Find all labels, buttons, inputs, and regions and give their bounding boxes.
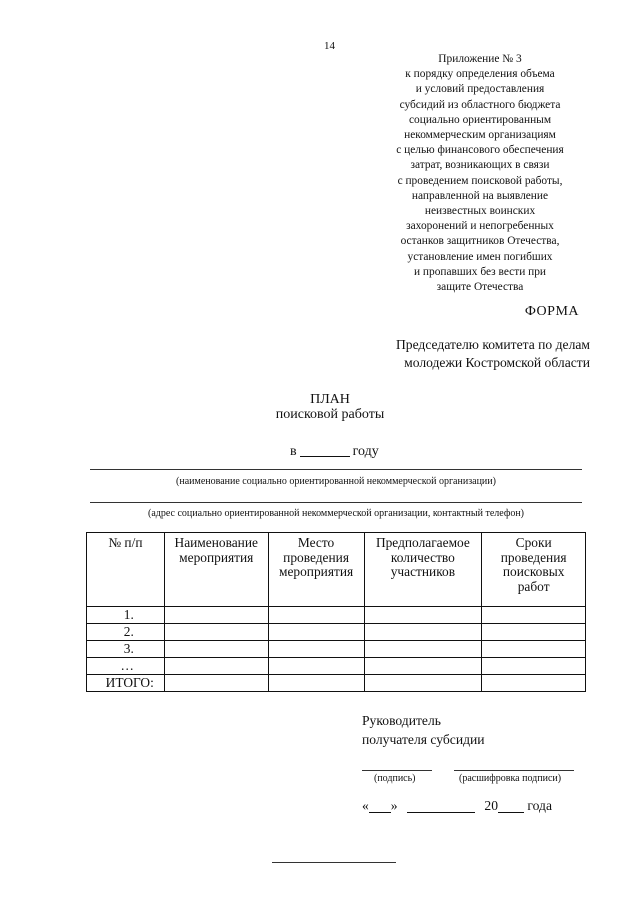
bottom-divider [272, 862, 396, 863]
header-line: Сроки [515, 535, 552, 550]
appendix-line: субсидий из областного бюджета [399, 98, 561, 111]
header-line: поисковых [502, 564, 565, 579]
appendix-line: и пропавших без вести при [413, 265, 547, 278]
table-cell[interactable] [482, 641, 586, 658]
header-line: № п/п [108, 535, 143, 550]
appendix-line: и условий предоставления [415, 83, 545, 96]
appendix-line: неизвестных воинских [424, 205, 536, 218]
appendix-block [360, 52, 600, 295]
table-header-row [87, 533, 586, 607]
table-cell[interactable] [268, 658, 364, 675]
table-cell[interactable] [482, 675, 586, 692]
table-cell[interactable] [364, 624, 482, 641]
appendix-line: затрат, возникающих в связи [410, 159, 550, 172]
signature-caption: (подпись) [374, 773, 416, 784]
header-line: участников [390, 564, 456, 579]
year-suffix: года [527, 798, 552, 813]
header-dates [482, 533, 586, 607]
appendix-line: захоронений и непогребенных [406, 220, 554, 233]
organization-name-line[interactable] [90, 469, 582, 470]
table-cell[interactable] [364, 607, 482, 624]
header-event-name [164, 533, 268, 607]
addressee-line: Председателю комитета по делам [395, 337, 590, 352]
table-cell[interactable] [364, 658, 482, 675]
appendix-line: с целью финансового обеспечения [396, 144, 564, 157]
appendix-line: к порядку определения объема [405, 68, 555, 81]
year-prefix: 20 [484, 798, 498, 813]
month-blank[interactable] [407, 798, 475, 813]
header-number [87, 533, 165, 607]
table-cell[interactable] [364, 675, 482, 692]
table-cell[interactable] [268, 607, 364, 624]
table-cell[interactable] [364, 641, 482, 658]
appendix-line: установление имен погибших [407, 250, 553, 263]
form-label: ФОРМА [524, 304, 579, 319]
table-row [87, 658, 586, 675]
signer-line: Руководитель [362, 713, 441, 728]
appendix-line: социально ориентированным [408, 113, 552, 126]
date-close-quote: » [390, 798, 398, 813]
row-number: 3. [87, 641, 165, 658]
table-cell[interactable] [268, 641, 364, 658]
signer-line: получателя субсидии [362, 732, 485, 747]
date-line [362, 798, 552, 814]
total-label: ИТОГО: [87, 675, 165, 692]
appendix-line: с проведением поисковой работы, [397, 174, 563, 187]
header-line: количество [390, 549, 455, 565]
table-cell[interactable] [164, 658, 268, 675]
signature-decode-line[interactable] [454, 770, 574, 771]
appendix-line: останков защитников Отечества, [400, 235, 560, 248]
signature-decode-caption: (расшифровка подписи) [459, 773, 562, 784]
year-prefix: в [290, 444, 297, 459]
document-subtitle: поисковой работы [275, 407, 385, 422]
table-cell[interactable] [164, 607, 268, 624]
signature-line[interactable] [362, 770, 432, 771]
addressee-line: молодежи Костромской области [404, 355, 590, 370]
table-cell[interactable] [164, 675, 268, 692]
appendix-line: Приложение № 3 [438, 53, 522, 65]
table-cell[interactable] [482, 607, 586, 624]
row-number: 2. [87, 624, 165, 641]
addressee-block [362, 336, 590, 372]
row-number: … [87, 658, 165, 675]
organization-address-caption: (адрес социально ориентированной некоммерческой организации, контактный телефон) [147, 508, 524, 519]
header-line: мероприятия [179, 549, 254, 565]
header-line: проведения [283, 549, 349, 565]
document-title: ПЛАН [310, 392, 350, 407]
header-line: Предполагаемое [375, 535, 470, 550]
header-line: Место [297, 535, 335, 550]
year-blank[interactable] [300, 442, 350, 457]
organization-name-caption: (наименование социально ориентированной некоммерческой организации) [176, 476, 496, 487]
date-open-quote: « [362, 798, 369, 813]
appendix-line: защите Отечества [436, 281, 524, 294]
table-cell[interactable] [164, 641, 268, 658]
page-number: 14 [324, 40, 335, 52]
table-row [87, 641, 586, 658]
table-total-row [87, 675, 586, 692]
organization-address-line[interactable] [90, 502, 582, 503]
appendix-line: некоммерческим организациям [404, 129, 556, 142]
header-line: проведения [500, 549, 567, 565]
header-line: мероприятия [279, 564, 354, 579]
table-cell[interactable] [482, 658, 586, 675]
year-line [290, 442, 379, 460]
header-line: работ [517, 578, 550, 594]
appendix-line: направленной на выявление [411, 189, 549, 202]
plan-table [86, 532, 586, 692]
header-line: Наименование [174, 535, 258, 550]
table-cell[interactable] [482, 624, 586, 641]
signer-block [362, 711, 485, 749]
table-cell[interactable] [164, 624, 268, 641]
table-row [87, 624, 586, 641]
header-participants [364, 533, 482, 607]
day-blank[interactable] [369, 798, 391, 813]
header-event-location [268, 533, 364, 607]
table-row [87, 607, 586, 624]
table-cell[interactable] [268, 624, 364, 641]
year-suffix: году [352, 444, 379, 459]
table-cell[interactable] [268, 675, 364, 692]
year-short-blank[interactable] [498, 798, 524, 813]
row-number: 1. [87, 607, 165, 624]
